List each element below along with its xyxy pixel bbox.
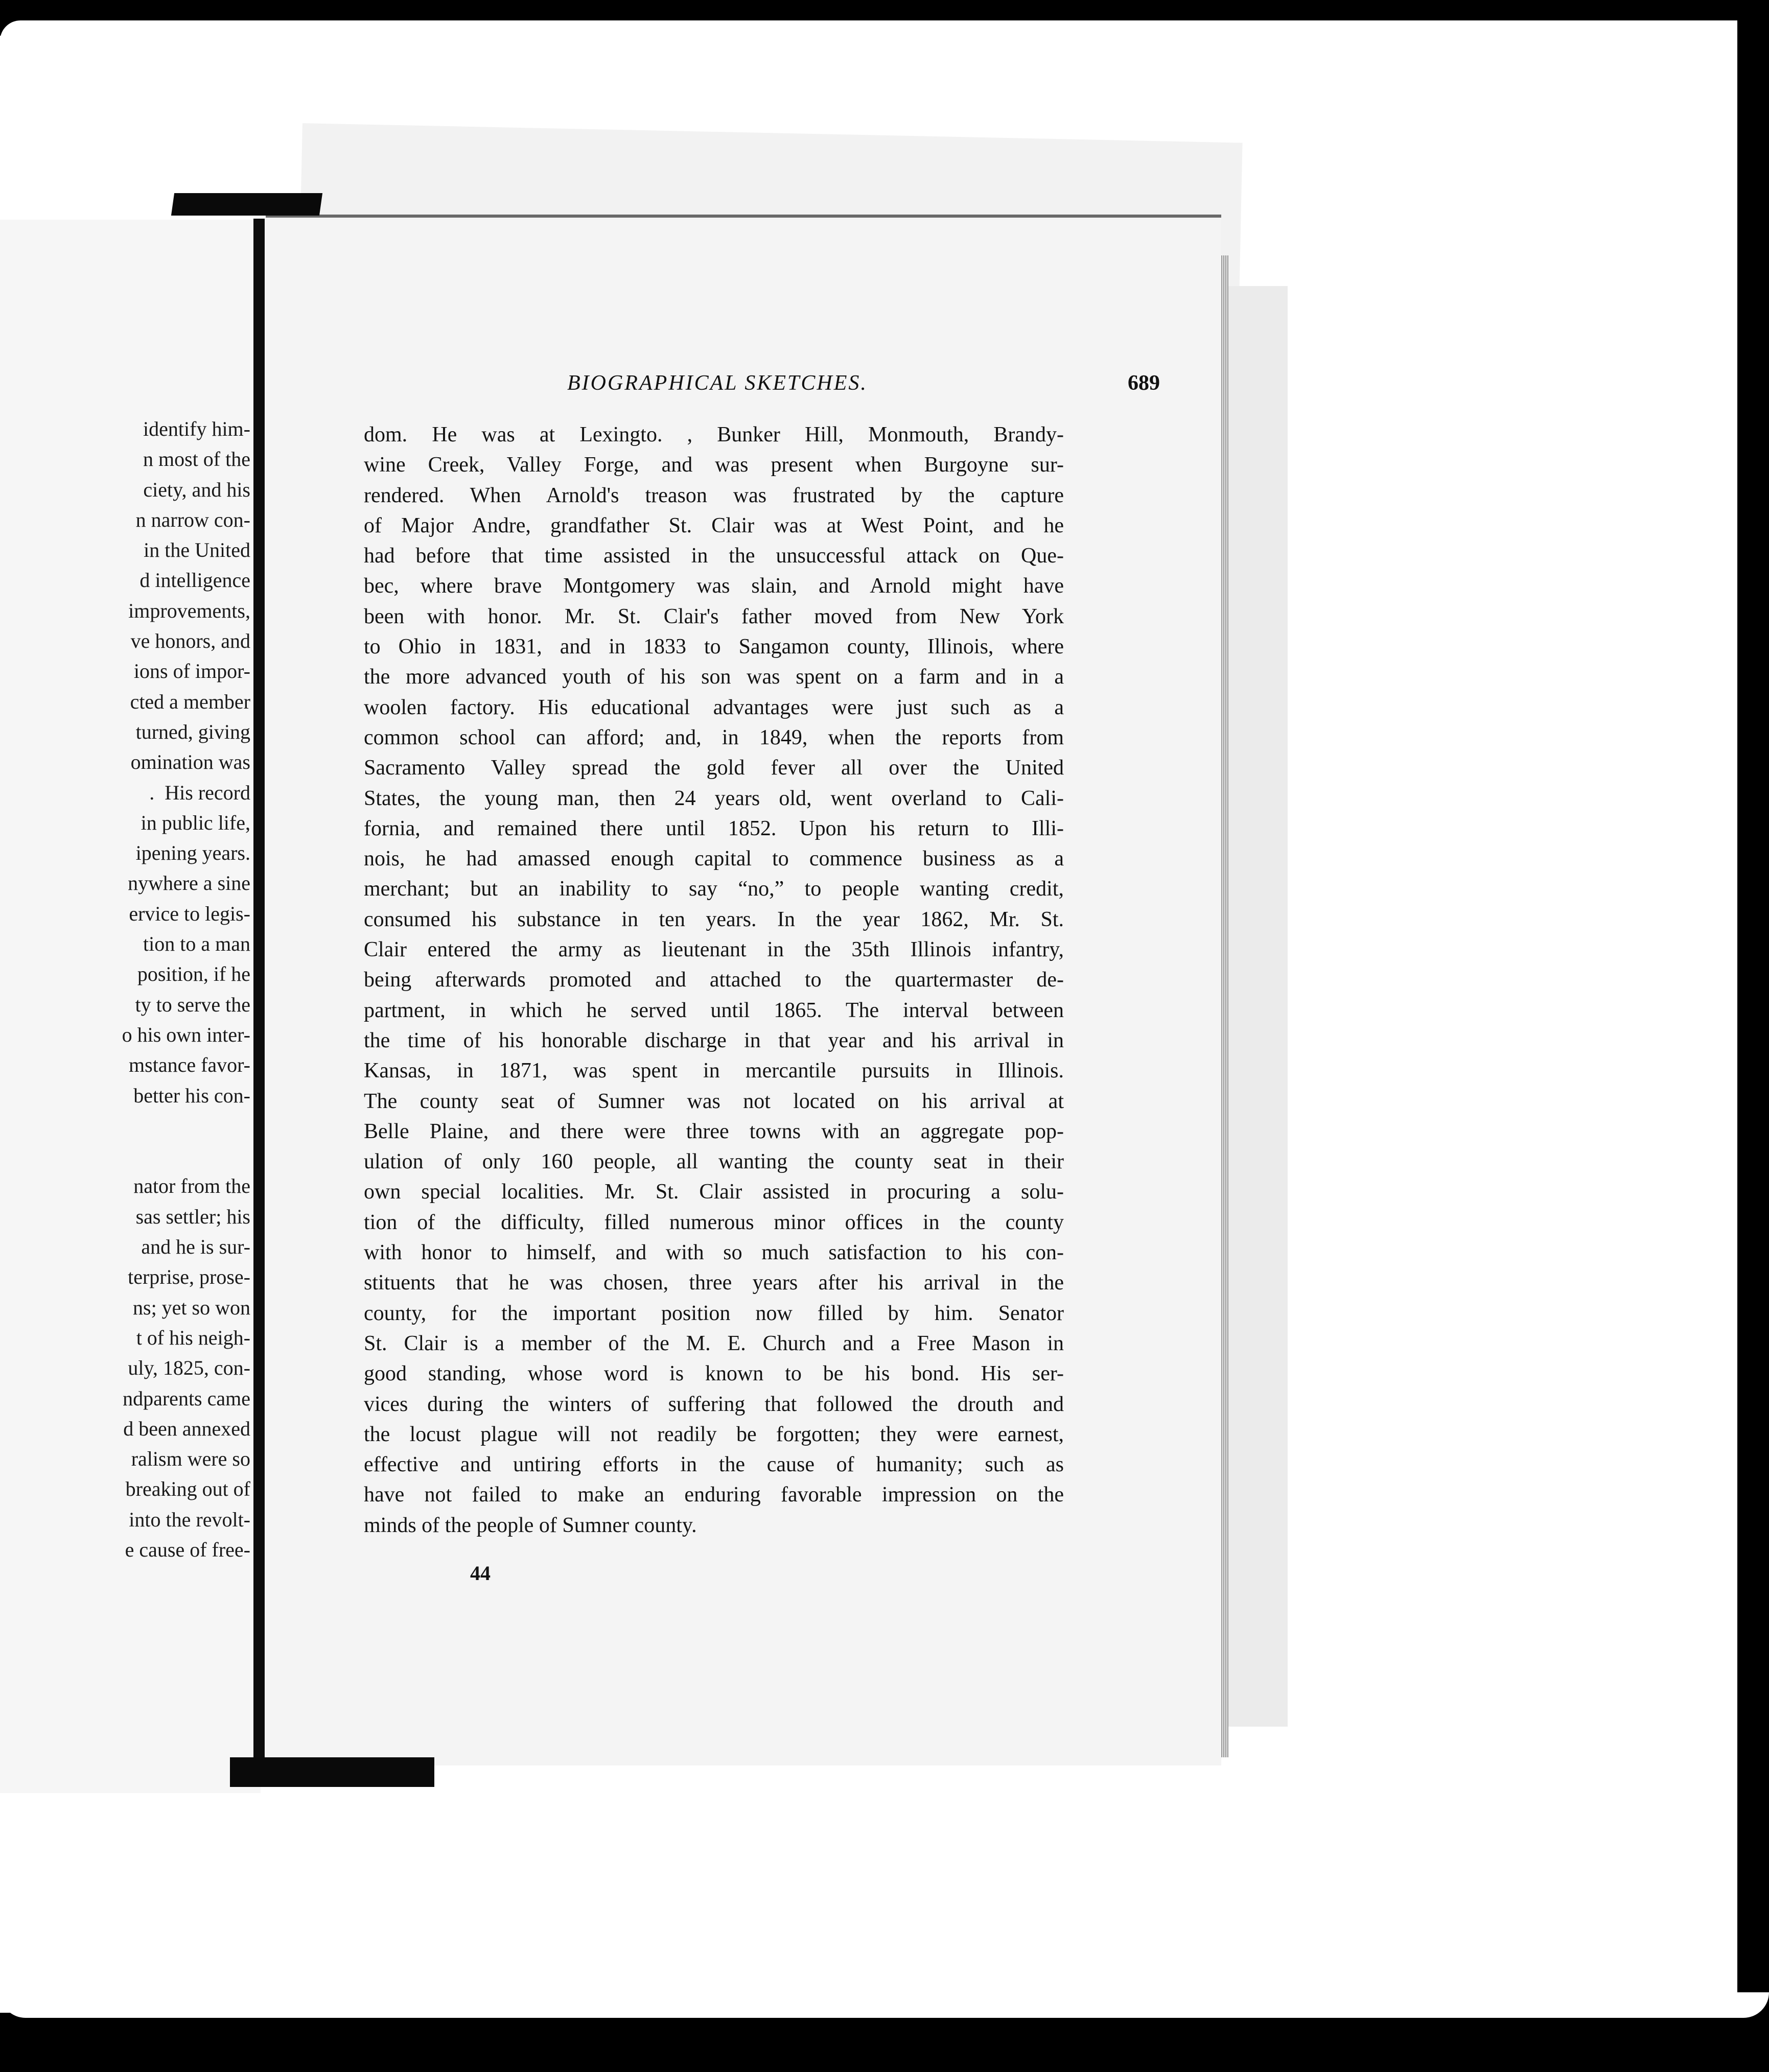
- text-line: own special localities. Mr. St. Clair assisted in procuring a solu-: [364, 1180, 1064, 1204]
- film-frame-edge-top: [0, 20, 1769, 41]
- facing-text-line: terprise, prose-: [128, 1265, 250, 1289]
- facing-text-line: ralism were so: [131, 1447, 250, 1471]
- text-line: stituents that he was chosen, three years after his arrival in the: [364, 1271, 1064, 1295]
- facing-text-line: ions of impor-: [133, 660, 250, 683]
- facing-text-line: position, if he: [137, 962, 250, 986]
- page-edge-lines: [1221, 255, 1228, 1757]
- text-line: dom. He was at Lexingto. , Bunker Hill, Monmouth, Brandy-: [364, 423, 1064, 446]
- facing-text-line: omination was: [130, 750, 250, 774]
- text-line: of Major Andre, grandfather St. Clair was at West Point, and he: [364, 513, 1064, 537]
- facing-text-line: tion to a man: [143, 932, 250, 956]
- facing-text-line: [0, 1141, 250, 1171]
- text-line: bec, where brave Montgomery was slain, and Arnold might have: [364, 574, 1064, 598]
- facing-text-line: d been annexed: [123, 1417, 250, 1440]
- binding-clip-top: [171, 193, 322, 216]
- binding-gutter-line: [253, 219, 265, 1772]
- facing-text-line: turned, giving: [135, 720, 250, 743]
- text-line: The county seat of Sumner was not located on his arrival at: [364, 1089, 1064, 1113]
- facing-text-line: improvements,: [128, 599, 250, 622]
- facing-text-line: e cause of free-: [125, 1538, 250, 1561]
- facing-text-line: nywhere a sine: [128, 872, 250, 895]
- text-line: county, for the important position now filled by him. Senator: [364, 1301, 1064, 1325]
- facing-page-text: [0, 414, 250, 1565]
- text-line: vices during the winters of suffering that followed the drouth and: [364, 1392, 1064, 1416]
- text-line: tion of the difficulty, filled numerous minor offices in the county: [364, 1210, 1064, 1234]
- facing-text-line: in the United: [144, 538, 250, 562]
- text-line: St. Clair is a member of the M. E. Church and a Free Mason in: [364, 1331, 1064, 1355]
- facing-text-line: mstance favor-: [129, 1053, 250, 1077]
- page-body-text: [364, 420, 1064, 1541]
- film-frame-edge-bottom: [0, 1992, 1769, 2018]
- facing-text-line: ciety, and his: [143, 478, 250, 501]
- facing-text-line: better his con-: [133, 1084, 250, 1107]
- text-line: Sacramento Valley spread the gold fever all over the United: [364, 756, 1064, 780]
- text-line: Kansas, in 1871, was spent in mercantile pursuits in Illinois.: [364, 1059, 1064, 1083]
- facing-text-line: t of his neigh-: [136, 1326, 250, 1349]
- facing-text-line: . His record: [149, 781, 250, 804]
- running-title: BIOGRAPHICAL SKETCHES.: [567, 371, 868, 395]
- text-line: good standing, whose word is known to be his bond. His ser-: [364, 1362, 1064, 1386]
- facing-text-line: sas settler; his: [135, 1205, 250, 1228]
- text-line: had before that time assisted in the unsuccessful attack on Que-: [364, 544, 1064, 568]
- text-line: partment, in which he served until 1865. The interval between: [364, 998, 1064, 1022]
- facing-text-line: nator from the: [133, 1174, 250, 1198]
- signature-mark: 44: [470, 1562, 491, 1585]
- text-line: wine Creek, Valley Forge, and was present when Burgoyne sur-: [364, 453, 1064, 477]
- page-edge-fore: [1226, 286, 1288, 1727]
- facing-page-left: [0, 220, 261, 1793]
- facing-text-line: cted a member: [130, 690, 250, 713]
- facing-text-line: n narrow con-: [135, 508, 250, 531]
- text-line: have not failed to make an enduring favorable impression on the: [364, 1483, 1064, 1507]
- facing-text-line: ve honors, and: [130, 629, 250, 653]
- film-border-bottom: [0, 2013, 1769, 2072]
- text-line: being afterwards promoted and attached to the quartermaster de-: [364, 968, 1064, 992]
- facing-text-line: in public life,: [141, 811, 250, 834]
- text-line: woolen factory. His educational advantages were just such as a: [364, 695, 1064, 719]
- running-head: [567, 371, 1160, 402]
- text-line: nois, he had amassed enough capital to commence business as a: [364, 847, 1064, 871]
- text-line: effective and untiring efforts in the cause of humanity; such as: [364, 1453, 1064, 1477]
- text-line: rendered. When Arnold's treason was frustrated by the capture: [364, 483, 1064, 507]
- facing-text-line: breaking out of: [125, 1477, 250, 1501]
- text-line: Belle Plaine, and there were three towns with an aggregate pop-: [364, 1119, 1064, 1143]
- text-line: ulation of only 160 people, all wanting the county seat in their: [364, 1150, 1064, 1174]
- book-page: [266, 215, 1221, 1765]
- facing-text-line: o his own inter-: [122, 1023, 250, 1046]
- facing-text-line: ns; yet so won: [133, 1296, 250, 1319]
- facing-text-line: identify him-: [143, 417, 250, 440]
- facing-text-line: ervice to legis-: [129, 902, 250, 925]
- facing-text-line: into the revolt-: [129, 1508, 250, 1531]
- text-line: to Ohio in 1831, and in 1833 to Sangamon county, Illinois, where: [364, 635, 1064, 659]
- text-line: the locust plague will not readily be forgotten; they were earnest,: [364, 1422, 1064, 1446]
- text-line: fornia, and remained there until 1852. Upon his return to Illi-: [364, 816, 1064, 840]
- text-line: minds of the people of Sumner county.: [364, 1513, 697, 1537]
- text-line: common school can afford; and, in 1849, when the reports from: [364, 725, 1064, 749]
- facing-text-line: uly, 1825, con-: [128, 1356, 250, 1380]
- text-line: the more advanced youth of his son was spent on a farm and in a: [364, 665, 1064, 689]
- text-line: States, the young man, then 24 years old, went overland to Cali-: [364, 786, 1064, 810]
- facing-text-line: ty to serve the: [135, 993, 250, 1016]
- text-line: consumed his substance in ten years. In the year 1862, Mr. St.: [364, 907, 1064, 931]
- text-line: the time of his honorable discharge in that year and his arrival in: [364, 1028, 1064, 1052]
- page-number: 689: [1128, 371, 1160, 395]
- film-border-right: [1737, 0, 1769, 2072]
- text-line: been with honor. Mr. St. Clair's father moved from New York: [364, 604, 1064, 628]
- facing-text-line: and he is sur-: [141, 1235, 250, 1259]
- facing-text-line: [0, 1111, 250, 1141]
- text-line: Clair entered the army as lieutenant in the 35th Illinois infantry,: [364, 938, 1064, 962]
- facing-text-line: ipening years.: [135, 841, 250, 865]
- facing-text-line: n most of the: [143, 448, 250, 471]
- binding-clip-bottom: [230, 1757, 434, 1787]
- text-line: with honor to himself, and with so much satisfaction to his con-: [364, 1241, 1064, 1265]
- text-line: merchant; but an inability to say “no,” to people wanting credit,: [364, 877, 1064, 901]
- facing-text-line: ndparents came: [123, 1386, 250, 1410]
- facing-text-line: d intelligence: [139, 569, 250, 592]
